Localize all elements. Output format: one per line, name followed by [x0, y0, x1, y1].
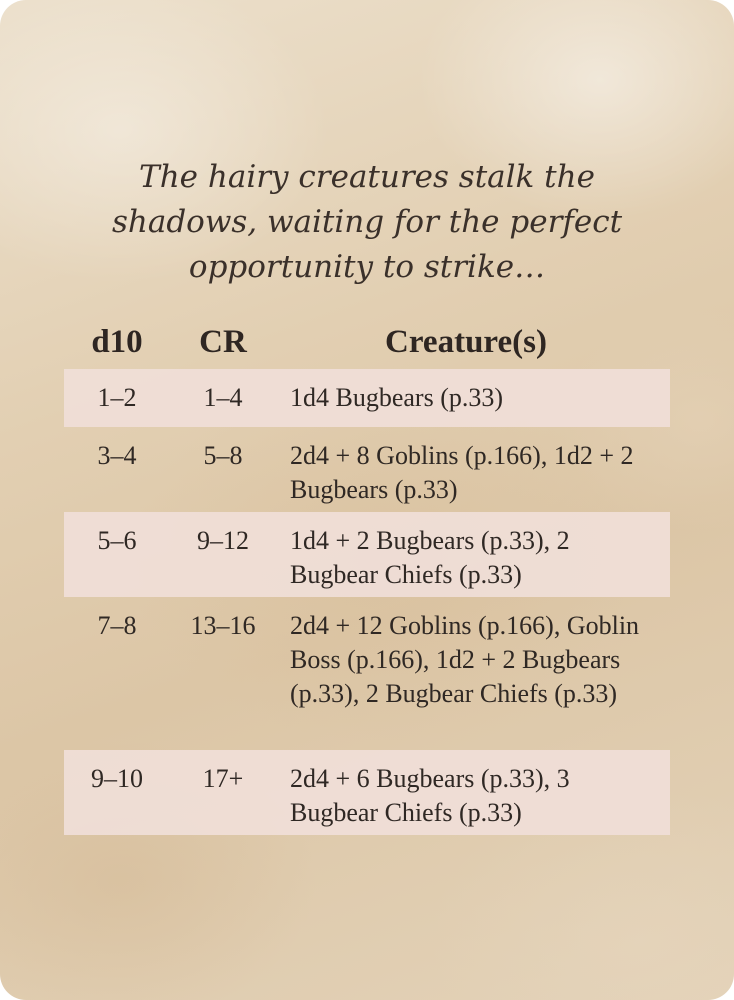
header-cr: CR — [199, 324, 247, 360]
row-creatures: 2d4 + 8 Goblins (p.166), 1d2 + 2 Bugbears (p.33) — [290, 441, 634, 504]
row-creatures: 2d4 + 12 Goblins (p.166), Goblin Boss (p.166), 1d2 + 2 Bugbears (p.33), 2 Bugbear Chiefs (p.33) — [290, 611, 640, 708]
header-creatures: Creature(s) — [385, 324, 547, 360]
row-d10: 7–8 — [97, 611, 137, 640]
row-cr: 9–12 — [197, 526, 249, 555]
row-creatures: 1d4 Bugbears (p.33) — [290, 383, 504, 412]
table-row — [64, 597, 670, 750]
row-cr: 13–16 — [190, 611, 256, 640]
row-cr: 5–8 — [203, 441, 243, 470]
table-row — [64, 750, 670, 835]
row-d10: 3–4 — [97, 441, 137, 470]
table-row — [64, 369, 670, 427]
row-cr: 1–4 — [203, 383, 243, 412]
row-d10: 1–2 — [97, 383, 137, 412]
row-d10: 9–10 — [91, 764, 143, 793]
table-row — [64, 427, 670, 512]
row-d10: 5–6 — [97, 526, 137, 555]
table-header — [64, 318, 670, 368]
intro-text: The hairy creatures stalk the shadows, waiting for the perfect opportunity to strike… — [111, 159, 623, 285]
table-row — [64, 512, 670, 597]
row-cr: 17+ — [202, 764, 244, 793]
row-creatures: 2d4 + 6 Bugbears (p.33), 3 Bugbear Chiefs (p.33) — [290, 764, 570, 827]
encounter-table — [64, 369, 670, 835]
row-creatures: 1d4 + 2 Bugbears (p.33), 2 Bugbear Chiefs (p.33) — [290, 526, 570, 589]
header-d10: d10 — [91, 324, 143, 360]
